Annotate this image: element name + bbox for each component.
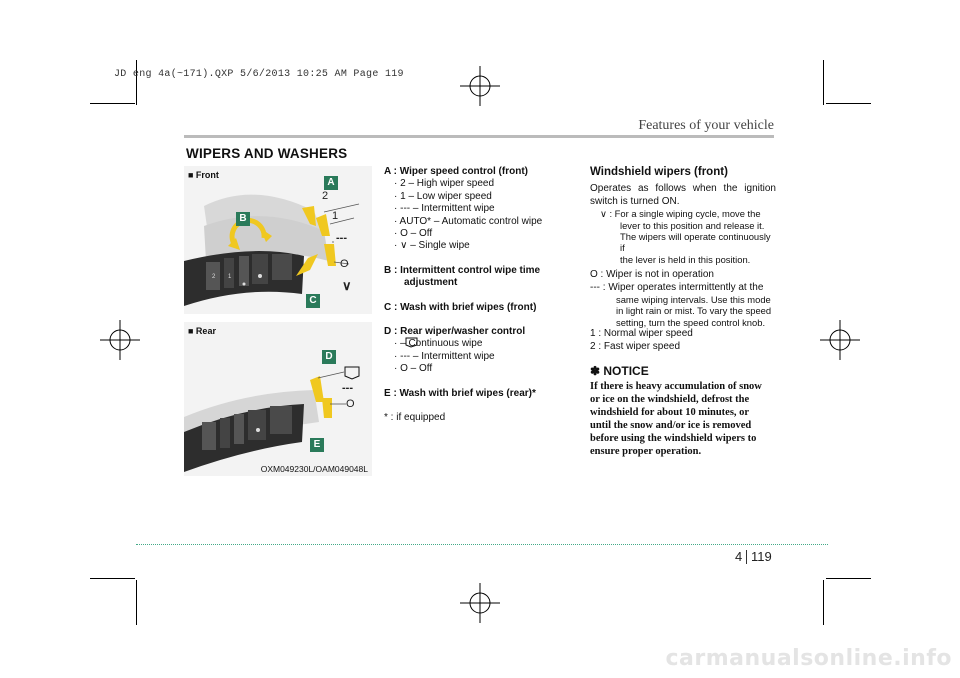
footnote: * : if equipped bbox=[384, 412, 446, 424]
wipers-single-line: ∨ : For a single wiping cycle, move the bbox=[600, 208, 761, 220]
crop-mark bbox=[826, 578, 871, 579]
figure-label-rear: ■ Rear bbox=[188, 326, 216, 336]
lever-mark-1: 1 bbox=[332, 210, 339, 222]
figure-rear bbox=[184, 322, 372, 476]
lever-mark-single: ∨ bbox=[342, 278, 352, 293]
lever-mark-off: O bbox=[340, 258, 349, 270]
crop-mark bbox=[90, 103, 135, 104]
callout-d: D bbox=[322, 350, 336, 364]
notice-line: or ice on the windshield, defrost the bbox=[590, 393, 750, 405]
control-d-heading: D : Rear wiper/washer control bbox=[384, 326, 526, 338]
figure-front bbox=[184, 166, 372, 314]
rear-mark-intermittent: --- bbox=[342, 382, 353, 394]
continuous-wipe-icon bbox=[405, 337, 418, 348]
figure-label-front: ■ Front bbox=[188, 170, 219, 180]
callout-e: E bbox=[310, 438, 324, 452]
lever-mark-intermittent: --- bbox=[336, 232, 347, 244]
control-a-item: · 1 – Low wiper speed bbox=[394, 190, 492, 202]
registration-mark-icon bbox=[460, 583, 500, 623]
wipers-fast: 2 : Fast wiper speed bbox=[590, 340, 681, 352]
callout-c: C bbox=[306, 294, 320, 308]
registration-mark-icon bbox=[100, 320, 140, 360]
windshield-wipers-title: Windshield wipers (front) bbox=[590, 166, 728, 178]
registration-mark-icon bbox=[820, 320, 860, 360]
notice-line: windshield for about 10 minutes, or bbox=[590, 406, 750, 418]
notice-title: ✽ NOTICE bbox=[590, 364, 649, 379]
windshield-wipers-section bbox=[590, 166, 776, 458]
control-c-heading: C : Wash with brief wipes (front) bbox=[384, 301, 537, 313]
wipers-intro: Operates as follows when the ignition switch is turned ON. bbox=[590, 183, 776, 207]
footer-rule bbox=[136, 544, 828, 545]
crop-mark bbox=[136, 60, 137, 105]
notice-body bbox=[590, 380, 776, 458]
crop-mark bbox=[823, 580, 824, 625]
svg-text:2: 2 bbox=[212, 274, 216, 280]
print-slug: JD eng 4a(~171).QXP 5/6/2013 10:25 AM Page 119 bbox=[114, 69, 404, 80]
notice-line: until the snow and/or ice is removed bbox=[590, 419, 752, 431]
wipers-off: O : Wiper is not in operation bbox=[590, 269, 714, 281]
wipers-int-line: same wiping intervals. Use this mode bbox=[616, 294, 771, 306]
wipers-single-line: the lever is held in this position. bbox=[620, 253, 751, 265]
svg-text:1: 1 bbox=[228, 274, 232, 280]
control-a-item: · AUTO* – Automatic control wipe bbox=[394, 215, 543, 227]
crop-mark bbox=[136, 580, 137, 625]
control-a-item: · O – Off bbox=[394, 228, 433, 240]
wiper-lever-rear-illustration bbox=[184, 322, 372, 476]
control-b-heading: B : Intermittent control wipe time bbox=[384, 264, 541, 276]
control-b-heading-cont: adjustment bbox=[404, 277, 458, 289]
rear-mark-off: O bbox=[346, 398, 355, 410]
wipers-int-line: --- : Wiper operates intermittently at the bbox=[590, 281, 764, 293]
notice-line: ensure proper operation. bbox=[590, 445, 702, 457]
page-number: 119 bbox=[751, 549, 772, 564]
lever-mark-2: 2 bbox=[322, 190, 329, 202]
control-a-item: · ∨ – Single wipe bbox=[394, 240, 470, 252]
figure-caption: OXM049230L/OAM049048L bbox=[260, 464, 368, 474]
callout-a: A bbox=[324, 176, 338, 190]
running-header: Features of your vehicle bbox=[638, 118, 774, 133]
control-d-item: · --- – Intermittent wipe bbox=[394, 350, 495, 362]
crop-mark bbox=[826, 103, 871, 104]
wipers-single-line: The wipers will operate continuously if bbox=[620, 231, 771, 254]
control-e-heading: E : Wash with brief wipes (rear)* bbox=[384, 387, 536, 399]
callout-b: B bbox=[236, 212, 250, 226]
control-a-item: · 2 – High wiper speed bbox=[394, 178, 495, 190]
crop-mark bbox=[823, 60, 824, 105]
wipers-single-line: lever to this position and release it. bbox=[620, 219, 765, 231]
wipers-int-line: in light rain or mist. To vary the speed bbox=[616, 305, 772, 317]
continuous-wipe-icon bbox=[344, 366, 360, 380]
control-a-item: · --- – Intermittent wipe bbox=[394, 203, 495, 215]
page-number-divider bbox=[746, 550, 747, 564]
notice-line: before using the windshield wipers to bbox=[590, 432, 757, 444]
wipers-int-line: setting, turn the speed control knob. bbox=[616, 316, 766, 328]
chapter-number: 4 bbox=[735, 549, 743, 564]
header-rule bbox=[184, 135, 774, 138]
wipers-normal: 1 : Normal wiper speed bbox=[590, 328, 693, 340]
control-a-heading: A : Wiper speed control (front) bbox=[384, 166, 528, 177]
section-title: WIPERS AND WASHERS bbox=[186, 146, 348, 161]
control-d-item: · – Continuous wipe bbox=[394, 338, 483, 350]
notice-line: If there is heavy accumulation of snow bbox=[590, 380, 762, 392]
controls-list bbox=[384, 166, 564, 425]
watermark: carmanualsonline.info bbox=[665, 646, 952, 671]
crop-mark bbox=[90, 578, 135, 579]
registration-mark-icon bbox=[460, 66, 500, 106]
control-d-item: · O – Off bbox=[394, 363, 433, 375]
